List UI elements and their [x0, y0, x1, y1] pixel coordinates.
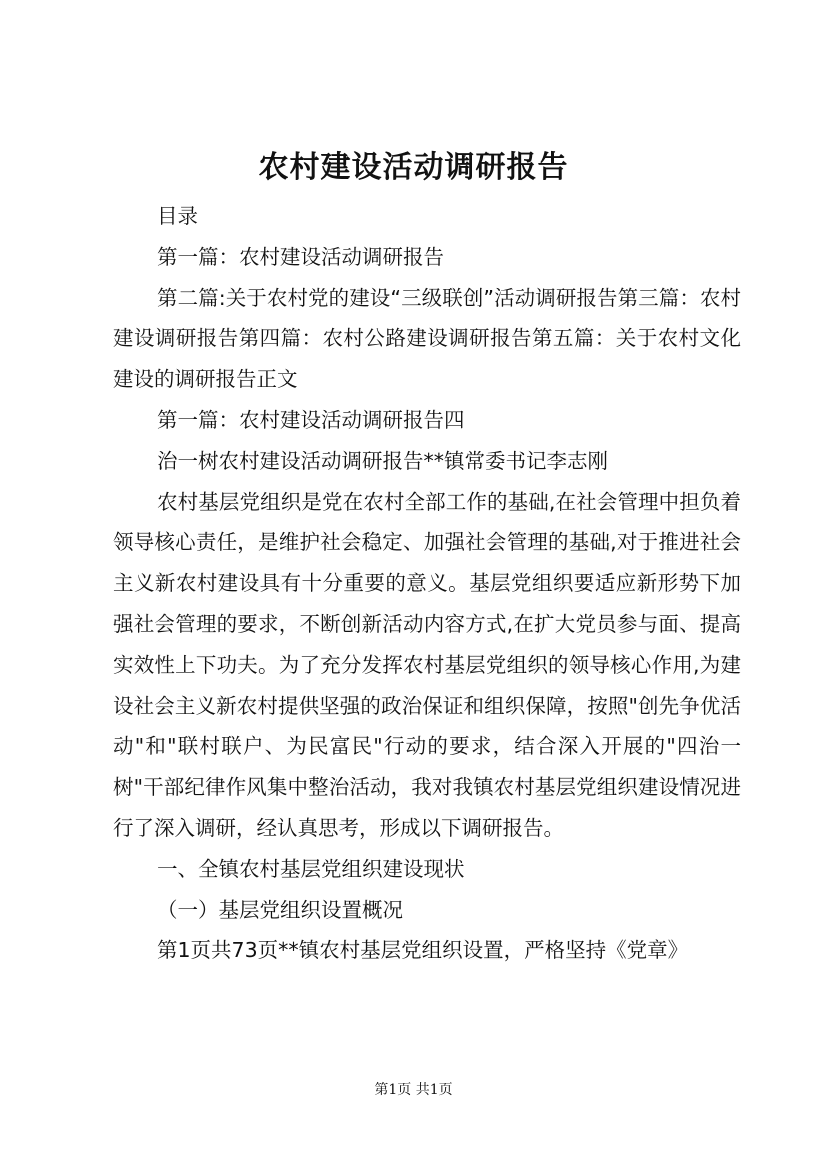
subheading-1-1: （一）基层党组织设置概况: [157, 897, 403, 922]
section-heading: 第一篇：农村建设活动调研报告四: [157, 407, 465, 432]
page-footer: 第1页 共1页: [374, 1082, 453, 1098]
subheading-1: 一、全镇农村基层党组织建设现状: [157, 856, 465, 881]
report-byline: 治一树农村建设活动调研报告**镇常委书记李志刚: [157, 448, 608, 473]
document-body: [113, 196, 741, 971]
body-paragraph-continued: 第1页共73页**镇农村基层党组织设置，严格坚持《党章》: [157, 938, 689, 963]
document-title: 农村建设活动调研报告: [258, 150, 569, 185]
toc-items-2-5: 第二篇:关于农村党的建设“三级联创”活动调研报告第三篇：农村建设调研报告第四篇：农村公路建设调研报告第五篇：关于农村文化建设的调研报告正文: [113, 285, 741, 392]
body-paragraph: 农村基层党组织是党在农村全部工作的基础,在社会管理中担负着领导核心责任，是维护社会稳定、加强社会管理的基础,对于推进社会主义新农村建设具有十分重要的意义。基层党组织要适应新形势下加强社会管理的要求，不断创新活动内容方式,在扩大党员参与面、提高实效性上下功夫。为了充分发挥农村基层党组织的领导核心作用,为建设社会主义新农村提供坚强的政治保证和组织保障，按照"创先争优活动"和"联村联户、为民富民"行动的要求，结合深入开展的"四治一树"干部纪律作风集中整治活动，我对我镇农村基层党组织建设情况进行了深入调研，经认真思考，形成以下调研报告。: [113, 489, 741, 840]
toc-heading: 目录: [157, 204, 198, 228]
toc-item-1: 第一篇：农村建设活动调研报告: [157, 244, 444, 269]
